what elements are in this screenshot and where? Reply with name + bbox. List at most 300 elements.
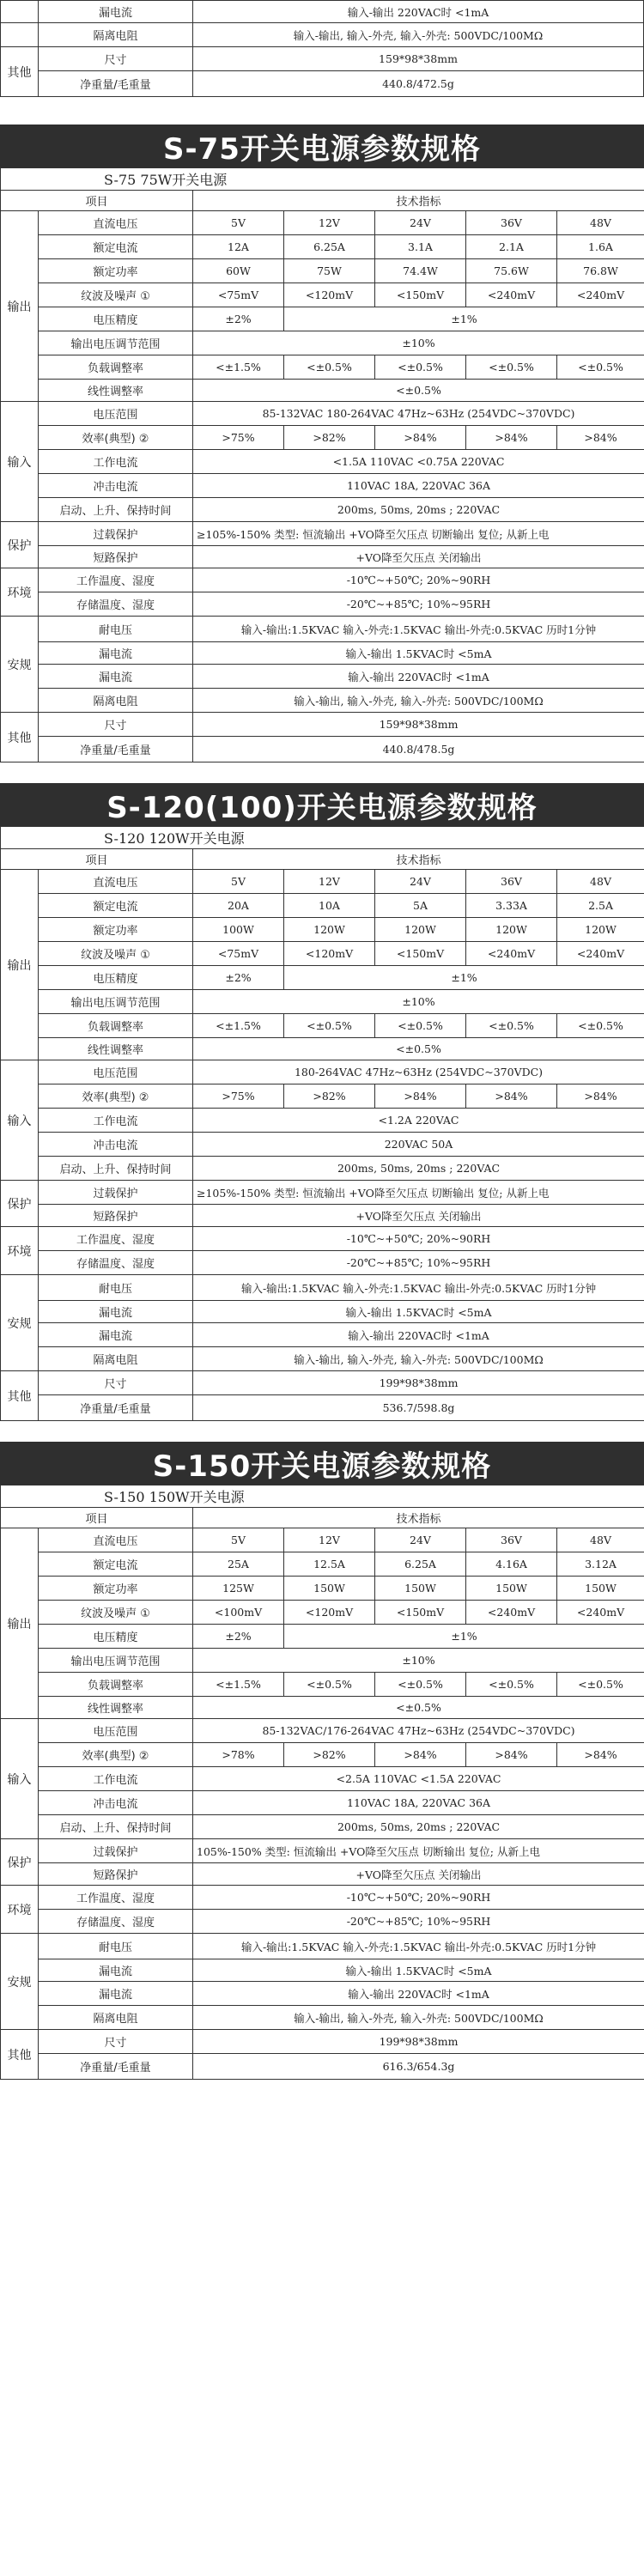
value-cell: ±1% — [284, 966, 644, 990]
row-overload — [1, 522, 644, 546]
row-label: 工作电流 — [39, 450, 193, 474]
row-label: 过载保护 — [39, 1181, 193, 1205]
value-cell: +VO降至欠压点 关闭输出 — [193, 1205, 644, 1227]
row-size — [1, 2030, 644, 2054]
row-overload — [1, 1181, 644, 1205]
row-label: 输出电压调节范围 — [39, 990, 193, 1014]
category-other: 其他 — [1, 2030, 39, 2080]
value-cell: <240mV — [557, 1601, 644, 1625]
row-ripple — [1, 1601, 644, 1625]
row-label: 电压精度 — [39, 966, 193, 990]
category-protection: 保护 — [1, 522, 39, 568]
row-work-temp — [1, 1886, 644, 1910]
value-cell: 输入-输出 220VAC时 <1mA — [193, 1323, 644, 1347]
value-cell: 输入-输出 1.5KVAC时 <5mA — [193, 1301, 644, 1323]
row-label: 线性调整率 — [39, 1038, 193, 1060]
value-cell: 76.8W — [557, 259, 644, 283]
row-store-temp — [1, 1251, 644, 1275]
row-label: 冲击电流 — [39, 1133, 193, 1157]
row-rated-current — [1, 1552, 644, 1577]
row-label: 净重量/毛重量 — [39, 2054, 193, 2080]
category-environment: 环境 — [1, 568, 39, 617]
value-cell: 150W — [466, 1577, 557, 1601]
value-cell: 75.6W — [466, 259, 557, 283]
value-cell: <1.2A 220VAC — [193, 1109, 644, 1133]
value-cell: <240mV — [557, 283, 644, 307]
row-label: 电压精度 — [39, 1625, 193, 1649]
column-header-item: 项目 — [1, 1508, 193, 1528]
row-label: 隔离电阻 — [39, 2006, 193, 2030]
category-safety: 安规 — [1, 617, 39, 713]
value-cell: <240mV — [466, 942, 557, 966]
row-weight — [1, 737, 644, 762]
row-label: 额定功率 — [39, 1577, 193, 1601]
value-cell: 输入-输出 1.5KVAC时 <5mA — [193, 1959, 644, 1982]
row-label: 额定电流 — [39, 235, 193, 259]
category-input: 输入 — [1, 1719, 39, 1839]
row-label: 短路保护 — [39, 1205, 193, 1227]
row-withstand — [1, 1934, 644, 1959]
row-label: 效率(典型) ② — [39, 1743, 193, 1767]
row-store-temp — [1, 592, 644, 617]
row-isolation — [1, 689, 644, 713]
value-cell: 120W — [284, 918, 375, 942]
row-voltage-range — [1, 402, 644, 426]
value-cell: 输入-输出:1.5KVAC 输入-外壳:1.5KVAC 输出-外壳:0.5KVAC 历时1分钟 — [193, 617, 644, 642]
value-cell: -20℃~+85℃; 10%~95RH — [193, 1251, 644, 1275]
value-cell: 616.3/654.3g — [193, 2054, 644, 2080]
row-leakage-1 — [1, 1301, 644, 1323]
value-cell: <240mV — [557, 942, 644, 966]
value-cell: 60W — [193, 259, 284, 283]
value-cell: -20℃~+85℃; 10%~95RH — [193, 1910, 644, 1934]
value-cell: 48V — [557, 211, 644, 235]
row-work-current — [1, 450, 644, 474]
row-label: 纹波及噪声 ① — [39, 283, 193, 307]
row-label: 线性调整率 — [39, 380, 193, 402]
value-cell: 12V — [284, 1528, 375, 1552]
model-subtitle: S-75 75W开关电源 — [1, 168, 644, 191]
value-cell: ±2% — [193, 966, 284, 990]
category-other: 其他 — [1, 1371, 39, 1421]
header-row — [1, 191, 644, 211]
subtitle-row — [1, 827, 644, 849]
value-cell: 120W — [375, 918, 466, 942]
row-rated-power — [1, 259, 644, 283]
category-cell — [1, 1, 39, 23]
row-weight — [1, 2054, 644, 2080]
row-line-regulation — [1, 380, 644, 402]
row-timing — [1, 498, 644, 522]
value-cell: >84% — [466, 426, 557, 450]
row-label: 额定电流 — [39, 1552, 193, 1577]
row-label: 存储温度、湿度 — [39, 1251, 193, 1275]
row-work-current — [1, 1767, 644, 1791]
value-cell: >84% — [557, 426, 644, 450]
row-label: 漏电流 — [39, 1, 193, 23]
value-cell: 36V — [466, 870, 557, 894]
row-label: 纹波及噪声 ① — [39, 1601, 193, 1625]
row-label: 短路保护 — [39, 1863, 193, 1886]
row-label: 净重量/毛重量 — [39, 737, 193, 762]
row-value: 159*98*38mm — [193, 47, 644, 71]
value-cell: >75% — [193, 426, 284, 450]
row-label: 耐电压 — [39, 1934, 193, 1959]
value-cell: 200ms, 50ms, 20ms ; 220VAC — [193, 1157, 644, 1181]
value-cell: 150W — [557, 1577, 644, 1601]
value-cell: >84% — [375, 1084, 466, 1109]
row-dc-voltage — [1, 211, 644, 235]
value-cell: 220VAC 50A — [193, 1133, 644, 1157]
value-cell: ≥105%-150% 类型: 恒流输出 +VO降至欠压点 切断输出 复位; 从新上电 — [193, 1181, 644, 1205]
value-cell: 110VAC 18A, 220VAC 36A — [193, 474, 644, 498]
value-cell: 5V — [193, 870, 284, 894]
value-cell: <100mV — [193, 1601, 284, 1625]
section-gap — [0, 97, 644, 119]
value-cell: <±0.5% — [193, 1038, 644, 1060]
row-ripple — [1, 942, 644, 966]
row-label: 存储温度、湿度 — [39, 592, 193, 617]
value-cell: <240mV — [466, 283, 557, 307]
row-label: 电压范围 — [39, 402, 193, 426]
value-cell: <±1.5% — [193, 355, 284, 380]
row-inrush-current — [1, 474, 644, 498]
value-cell: <±0.5% — [375, 1673, 466, 1697]
value-cell: 74.4W — [375, 259, 466, 283]
row-inrush-current — [1, 1133, 644, 1157]
value-cell: <120mV — [284, 283, 375, 307]
value-cell: >84% — [557, 1084, 644, 1109]
value-cell: 199*98*38mm — [193, 2030, 644, 2054]
value-cell: ±1% — [284, 307, 644, 331]
row-label: 短路保护 — [39, 546, 193, 568]
row-leakage-1 — [1, 642, 644, 665]
row-label: 漏电流 — [39, 1982, 193, 2006]
value-cell: <150mV — [375, 283, 466, 307]
row-label: 效率(典型) ② — [39, 1084, 193, 1109]
row-efficiency — [1, 1743, 644, 1767]
row-label: 启动、上升、保持时间 — [39, 1815, 193, 1839]
value-cell: 输入-输出, 输入-外壳, 输入-外壳: 500VDC/100MΩ — [193, 1347, 644, 1371]
value-cell: <±1.5% — [193, 1673, 284, 1697]
row-work-current — [1, 1109, 644, 1133]
row-label: 负载调整率 — [39, 1673, 193, 1697]
value-cell: 85-132VAC 180-264VAC 47Hz~63Hz (254VDC~370VDC) — [193, 402, 644, 426]
row-rated-power — [1, 1577, 644, 1601]
row-label: 启动、上升、保持时间 — [39, 498, 193, 522]
row-label: 漏电流 — [39, 665, 193, 689]
row-store-temp — [1, 1910, 644, 1934]
row-label: 净重量/毛重量 — [39, 71, 193, 97]
row-dc-voltage — [1, 1528, 644, 1552]
value-cell: <±0.5% — [193, 1697, 644, 1719]
row-short-circuit — [1, 1205, 644, 1227]
row-size — [1, 713, 644, 737]
value-cell: 25A — [193, 1552, 284, 1577]
row-label: 直流电压 — [39, 211, 193, 235]
category-output: 输出 — [1, 1528, 39, 1719]
value-cell: <±0.5% — [284, 355, 375, 380]
value-cell: <2.5A 110VAC <1.5A 220VAC — [193, 1767, 644, 1791]
row-label: 负载调整率 — [39, 1014, 193, 1038]
subtitle-row — [1, 168, 644, 191]
category-safety: 安规 — [1, 1275, 39, 1371]
category-other: 其他 — [1, 713, 39, 762]
value-cell: 200ms, 50ms, 20ms ; 220VAC — [193, 1815, 644, 1839]
row-leakage-2 — [1, 1323, 644, 1347]
row-label: 尺寸 — [39, 2030, 193, 2054]
spec-table — [0, 1485, 644, 2080]
value-cell: 3.12A — [557, 1552, 644, 1577]
row-label: 过载保护 — [39, 1839, 193, 1863]
value-cell: -10℃~+50℃; 20%~90RH — [193, 1886, 644, 1910]
value-cell: 12V — [284, 870, 375, 894]
row-short-circuit — [1, 1863, 644, 1886]
value-cell: <±1.5% — [193, 1014, 284, 1038]
value-cell: 24V — [375, 870, 466, 894]
value-cell: ±10% — [193, 331, 644, 355]
category-output: 输出 — [1, 211, 39, 402]
section-title: S-75开关电源参数规格 — [0, 119, 644, 167]
row-dc-voltage — [1, 870, 644, 894]
value-cell: <±0.5% — [466, 1014, 557, 1038]
row-isolation — [1, 2006, 644, 2030]
category-protection: 保护 — [1, 1839, 39, 1886]
spec-sections — [0, 97, 644, 2080]
value-cell: 100W — [193, 918, 284, 942]
value-cell: 75W — [284, 259, 375, 283]
row-label: 启动、上升、保持时间 — [39, 1157, 193, 1181]
row-label: 耐电压 — [39, 1275, 193, 1301]
row-adjust-range — [1, 1649, 644, 1673]
row-label: 工作电流 — [39, 1767, 193, 1791]
row-label: 冲击电流 — [39, 1791, 193, 1815]
value-cell: <120mV — [284, 942, 375, 966]
row-efficiency — [1, 426, 644, 450]
section-gap — [0, 762, 644, 778]
value-cell: >82% — [284, 426, 375, 450]
row-label: 直流电压 — [39, 870, 193, 894]
row-label: 隔离电阻 — [39, 1347, 193, 1371]
value-cell: 36V — [466, 211, 557, 235]
row-short-circuit — [1, 546, 644, 568]
value-cell: >78% — [193, 1743, 284, 1767]
value-cell: >84% — [375, 426, 466, 450]
section-gap — [0, 1421, 644, 1437]
value-cell: <±0.5% — [466, 355, 557, 380]
row-value: 输入-输出 220VAC时 <1mA — [193, 1, 644, 23]
value-cell: 150W — [375, 1577, 466, 1601]
row-label: 纹波及噪声 ① — [39, 942, 193, 966]
value-cell: <150mV — [375, 942, 466, 966]
value-cell: 4.16A — [466, 1552, 557, 1577]
row-line-regulation — [1, 1038, 644, 1060]
value-cell: 12V — [284, 211, 375, 235]
value-cell: ±1% — [284, 1625, 644, 1649]
value-cell: 536.7/598.8g — [193, 1395, 644, 1421]
value-cell: 85-132VAC/176-264VAC 47Hz~63Hz (254VDC~370VDC) — [193, 1719, 644, 1743]
row-label: 额定功率 — [39, 259, 193, 283]
category-cell — [1, 23, 39, 47]
value-cell: ±2% — [193, 307, 284, 331]
value-cell: >84% — [466, 1743, 557, 1767]
value-cell: 200ms, 50ms, 20ms ; 220VAC — [193, 498, 644, 522]
value-cell: <±0.5% — [557, 1673, 644, 1697]
value-cell: 440.8/478.5g — [193, 737, 644, 762]
value-cell: <240mV — [466, 1601, 557, 1625]
row-rated-current — [1, 894, 644, 918]
value-cell: <±0.5% — [466, 1673, 557, 1697]
value-cell: <75mV — [193, 942, 284, 966]
row-work-temp — [1, 1227, 644, 1251]
value-cell: 12.5A — [284, 1552, 375, 1577]
row-label: 电压范围 — [39, 1719, 193, 1743]
category-environment: 环境 — [1, 1227, 39, 1275]
spec-table — [0, 826, 644, 1421]
value-cell: 120W — [466, 918, 557, 942]
value-cell: 输入-输出, 输入-外壳, 输入-外壳: 500VDC/100MΩ — [193, 2006, 644, 2030]
row-label: 工作电流 — [39, 1109, 193, 1133]
value-cell: <75mV — [193, 283, 284, 307]
value-cell: 输入-输出, 输入-外壳, 输入-外壳: 500VDC/100MΩ — [193, 689, 644, 713]
value-cell: 150W — [284, 1577, 375, 1601]
row-label: 工作温度、湿度 — [39, 568, 193, 592]
value-cell: >75% — [193, 1084, 284, 1109]
value-cell: <±0.5% — [193, 380, 644, 402]
row-load-regulation — [1, 1673, 644, 1697]
row-label: 线性调整率 — [39, 1697, 193, 1719]
row-voltage-range — [1, 1719, 644, 1743]
value-cell: 3.1A — [375, 235, 466, 259]
value-cell: 159*98*38mm — [193, 713, 644, 737]
value-cell: >84% — [466, 1084, 557, 1109]
row-label: 工作温度、湿度 — [39, 1227, 193, 1251]
row-label: 漏电流 — [39, 1959, 193, 1982]
row-label: 电压范围 — [39, 1060, 193, 1084]
spec-table — [0, 167, 644, 762]
value-cell: 2.1A — [466, 235, 557, 259]
value-cell: 20A — [193, 894, 284, 918]
row-label: 尺寸 — [39, 713, 193, 737]
row-rated-power — [1, 918, 644, 942]
value-cell: 125W — [193, 1577, 284, 1601]
value-cell: >84% — [557, 1743, 644, 1767]
column-header-spec: 技术指标 — [193, 1508, 644, 1528]
row-label: 漏电流 — [39, 1323, 193, 1347]
value-cell: <120mV — [284, 1601, 375, 1625]
value-cell: ≥105%-150% 类型: 恒流输出 +VO降至欠压点 切断输出 复位; 从新上电 — [193, 522, 644, 546]
value-cell: <±0.5% — [284, 1673, 375, 1697]
value-cell: 输入-输出:1.5KVAC 输入-外壳:1.5KVAC 输出-外壳:0.5KVAC 历时1分钟 — [193, 1934, 644, 1959]
value-cell: 5V — [193, 211, 284, 235]
row-withstand — [1, 617, 644, 642]
row-voltage-range — [1, 1060, 644, 1084]
model-subtitle: S-150 150W开关电源 — [1, 1485, 644, 1508]
value-cell: 输入-输出 220VAC时 <1mA — [193, 1982, 644, 2006]
row-label: 输出电压调节范围 — [39, 331, 193, 355]
row-withstand — [1, 1275, 644, 1301]
value-cell: +VO降至欠压点 关闭输出 — [193, 1863, 644, 1886]
row-leakage-2 — [1, 665, 644, 689]
value-cell: 2.5A — [557, 894, 644, 918]
value-cell: <±0.5% — [557, 355, 644, 380]
row-label: 漏电流 — [39, 1301, 193, 1323]
top-partial-table — [0, 0, 644, 97]
row-label: 输出电压调节范围 — [39, 1649, 193, 1673]
value-cell: ±10% — [193, 1649, 644, 1673]
value-cell: 输入-输出 220VAC时 <1mA — [193, 665, 644, 689]
row-size — [1, 1371, 644, 1395]
row-rated-current — [1, 235, 644, 259]
value-cell: <1.5A 110VAC <0.75A 220VAC — [193, 450, 644, 474]
value-cell: >82% — [284, 1743, 375, 1767]
model-subtitle: S-120 120W开关电源 — [1, 827, 644, 849]
row-line-regulation — [1, 1697, 644, 1719]
value-cell: 6.25A — [284, 235, 375, 259]
row-label: 负载调整率 — [39, 355, 193, 380]
row-label: 尺寸 — [39, 47, 193, 71]
value-cell: <150mV — [375, 1601, 466, 1625]
value-cell: 120W — [557, 918, 644, 942]
value-cell: 输入-输出 1.5KVAC时 <5mA — [193, 642, 644, 665]
row-load-regulation — [1, 355, 644, 380]
value-cell: 5A — [375, 894, 466, 918]
category-safety: 安规 — [1, 1934, 39, 2030]
row-leakage-1 — [1, 1959, 644, 1982]
row-label: 直流电压 — [39, 1528, 193, 1552]
section-title: S-150开关电源参数规格 — [0, 1437, 644, 1485]
row-label: 电压精度 — [39, 307, 193, 331]
subtitle-row — [1, 1485, 644, 1508]
category-protection: 保护 — [1, 1181, 39, 1227]
row-accuracy — [1, 307, 644, 331]
category-input: 输入 — [1, 402, 39, 522]
spec-table-wrap — [0, 1485, 644, 2080]
row-label: 额定功率 — [39, 918, 193, 942]
value-cell: -10℃~+50℃; 20%~90RH — [193, 568, 644, 592]
value-cell: 5V — [193, 1528, 284, 1552]
row-label: 耐电压 — [39, 617, 193, 642]
row-label: 净重量/毛重量 — [39, 1395, 193, 1421]
value-cell: >84% — [375, 1743, 466, 1767]
row-label: 漏电流 — [39, 642, 193, 665]
value-cell: 110VAC 18A, 220VAC 36A — [193, 1791, 644, 1815]
value-cell: <±0.5% — [375, 1014, 466, 1038]
header-row — [1, 849, 644, 870]
row-label: 额定电流 — [39, 894, 193, 918]
value-cell: 输入-输出:1.5KVAC 输入-外壳:1.5KVAC 输出-外壳:0.5KVAC 历时1分钟 — [193, 1275, 644, 1301]
value-cell: 6.25A — [375, 1552, 466, 1577]
row-value: 输入-输出, 输入-外壳, 输入-外壳: 500VDC/100MΩ — [193, 23, 644, 47]
row-adjust-range — [1, 990, 644, 1014]
row-label: 工作温度、湿度 — [39, 1886, 193, 1910]
value-cell: <±0.5% — [375, 355, 466, 380]
category-cell: 其他 — [1, 47, 39, 97]
row-ripple — [1, 283, 644, 307]
row-accuracy — [1, 966, 644, 990]
section-title: S-120(100)开关电源参数规格 — [0, 778, 644, 826]
value-cell: -10℃~+50℃; 20%~90RH — [193, 1227, 644, 1251]
spec-table-wrap — [0, 167, 644, 762]
value-cell: 3.33A — [466, 894, 557, 918]
value-cell: -20℃~+85℃; 10%~95RH — [193, 592, 644, 617]
column-header-spec: 技术指标 — [193, 849, 644, 870]
column-header-item: 项目 — [1, 849, 193, 870]
header-row — [1, 1508, 644, 1528]
row-adjust-range — [1, 331, 644, 355]
category-input: 输入 — [1, 1060, 39, 1181]
row-label: 隔离电阻 — [39, 23, 193, 47]
